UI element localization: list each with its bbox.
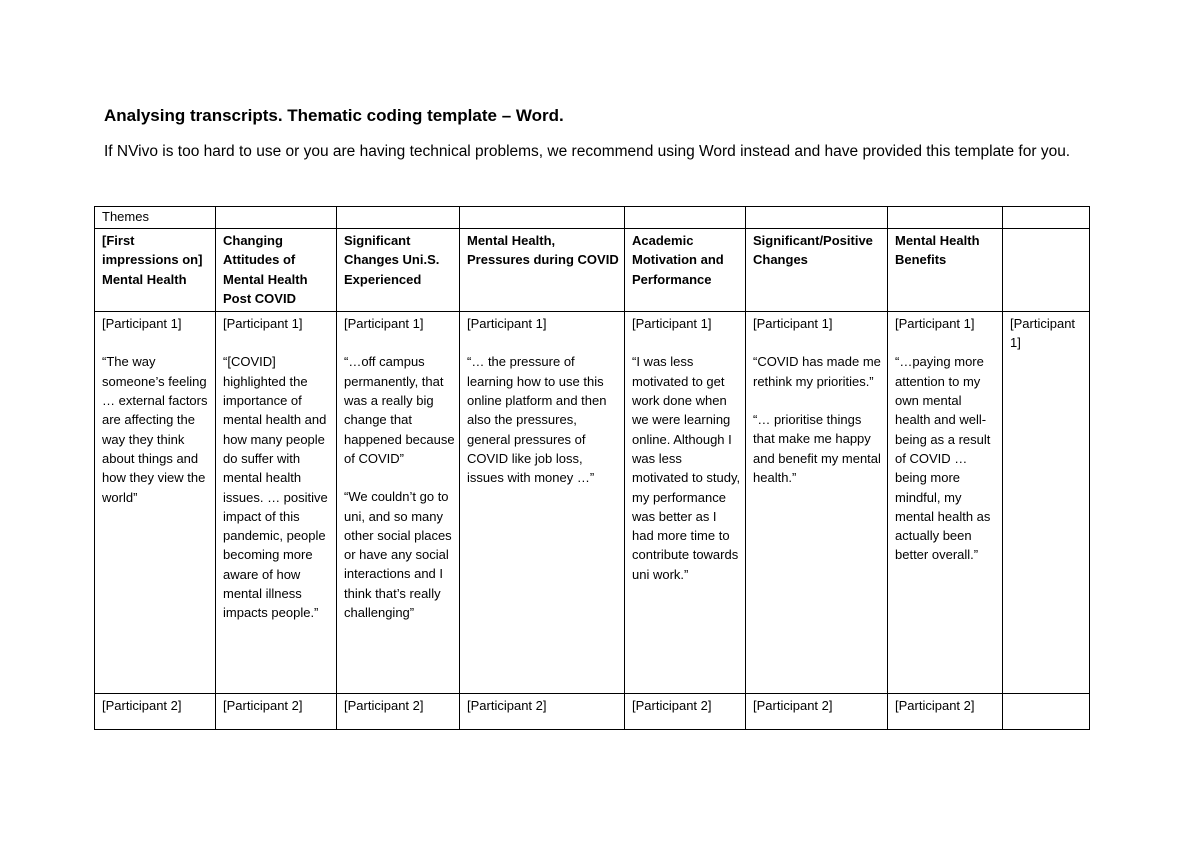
participant-label: [Participant 1]	[102, 316, 182, 332]
themes-row	[95, 207, 1090, 229]
themes-empty-cell[interactable]	[1003, 207, 1090, 229]
participant-quote: “…paying more attention to my own mental health and well-being as a result of COVID … being more mindful, my mental health as actually been better overall.”	[895, 354, 991, 563]
themes-label-cell[interactable]: Themes	[95, 207, 216, 229]
participant-cell[interactable]	[460, 312, 625, 694]
participant-label: [Participant 1]	[632, 316, 712, 332]
theme-header-cell[interactable]: Changing Attitudes of Mental Health Post COVID	[216, 229, 337, 312]
page-title: Analysing transcripts. Thematic coding template – Word.	[104, 106, 564, 125]
participant-cell[interactable]	[888, 312, 1003, 694]
participant-cell[interactable]	[95, 312, 216, 694]
page-subtitle: If NVivo is too hard to use or you are having technical problems, we recommend using Word instead and have provided this template for you.	[104, 143, 1071, 160]
participant-cell[interactable]	[1003, 694, 1090, 730]
participant-cell[interactable]: [Participant 2]	[460, 694, 625, 730]
themes-empty-cell[interactable]	[625, 207, 746, 229]
participant-cell[interactable]	[337, 312, 460, 694]
participant-cell[interactable]: [Participant 2]	[216, 694, 337, 730]
participant-cell[interactable]	[625, 312, 746, 694]
participant-quote: “We couldn’t go to uni, and so many other social places or have any social interactions and I think that’s really challenging”	[344, 489, 452, 621]
participant-quote: “COVID has made me rethink my priorities.”	[753, 354, 881, 389]
participant-quote: “… prioritise things that make me happy and benefit my mental health.”	[753, 412, 881, 485]
participant-label: [Participant 1]	[753, 316, 833, 332]
themes-empty-cell[interactable]	[216, 207, 337, 229]
participant-1-row	[95, 312, 1090, 694]
participant-label: [Participant 1]	[1010, 316, 1076, 351]
participant-label: [Participant 1]	[467, 316, 547, 332]
themes-empty-cell[interactable]	[888, 207, 1003, 229]
participant-quote: “I was less motivated to get work done when we were learning online. Although I was less motivated to study, my performance was better as I had more time to contribute towards uni work.”	[632, 354, 741, 582]
participant-cell[interactable]	[216, 312, 337, 694]
participant-cell[interactable]: [Participant 2]	[746, 694, 888, 730]
participant-cell[interactable]: [Participant 2]	[625, 694, 746, 730]
participant-cell[interactable]: [Participant 2]	[888, 694, 1003, 730]
theme-header-cell[interactable]	[1003, 229, 1090, 312]
participant-cell[interactable]: [Participant 2]	[337, 694, 460, 730]
participant-quote: “The way someone’s feeling … external factors are affecting the way they think about things and how they view the world”	[102, 354, 208, 505]
participant-cell[interactable]	[746, 312, 888, 694]
participant-cell[interactable]	[1003, 312, 1090, 694]
themes-empty-cell[interactable]	[746, 207, 888, 229]
participant-quote: “… the pressure of learning how to use this online platform and then also the pressures, general pressures of COVID like job loss, issues with money …”	[467, 354, 607, 486]
participant-label: [Participant 1]	[895, 316, 975, 332]
theme-header-cell[interactable]: Significant/Positive Changes	[746, 229, 888, 312]
participant-cell[interactable]: [Participant 2]	[95, 694, 216, 730]
theme-header-cell[interactable]: Academic Motivation and Performance	[625, 229, 746, 312]
participant-quote: “[COVID] highlighted the importance of mental health and how many people do suffer with mental health issues. … positive impact of this pandemic, people becoming more aware of how mental illness impacts people.”	[223, 354, 328, 621]
theme-header-cell[interactable]: [First impressions on] Mental Health	[95, 229, 216, 312]
themes-empty-cell[interactable]	[337, 207, 460, 229]
participant-quote: “…off campus permanently, that was a really big change that happened because of COVID”	[344, 354, 455, 466]
theme-header-row	[95, 229, 1090, 312]
theme-header-cell[interactable]: Mental Health Benefits	[888, 229, 1003, 312]
theme-header-cell[interactable]: Significant Changes Uni.S. Experienced	[337, 229, 460, 312]
participant-label: [Participant 1]	[223, 316, 303, 332]
theme-header-cell[interactable]: Mental Health, Pressures during COVID	[460, 229, 625, 312]
thematic-coding-table	[94, 206, 1090, 730]
participant-2-row	[95, 694, 1090, 730]
themes-empty-cell[interactable]	[460, 207, 625, 229]
participant-label: [Participant 1]	[344, 316, 424, 332]
